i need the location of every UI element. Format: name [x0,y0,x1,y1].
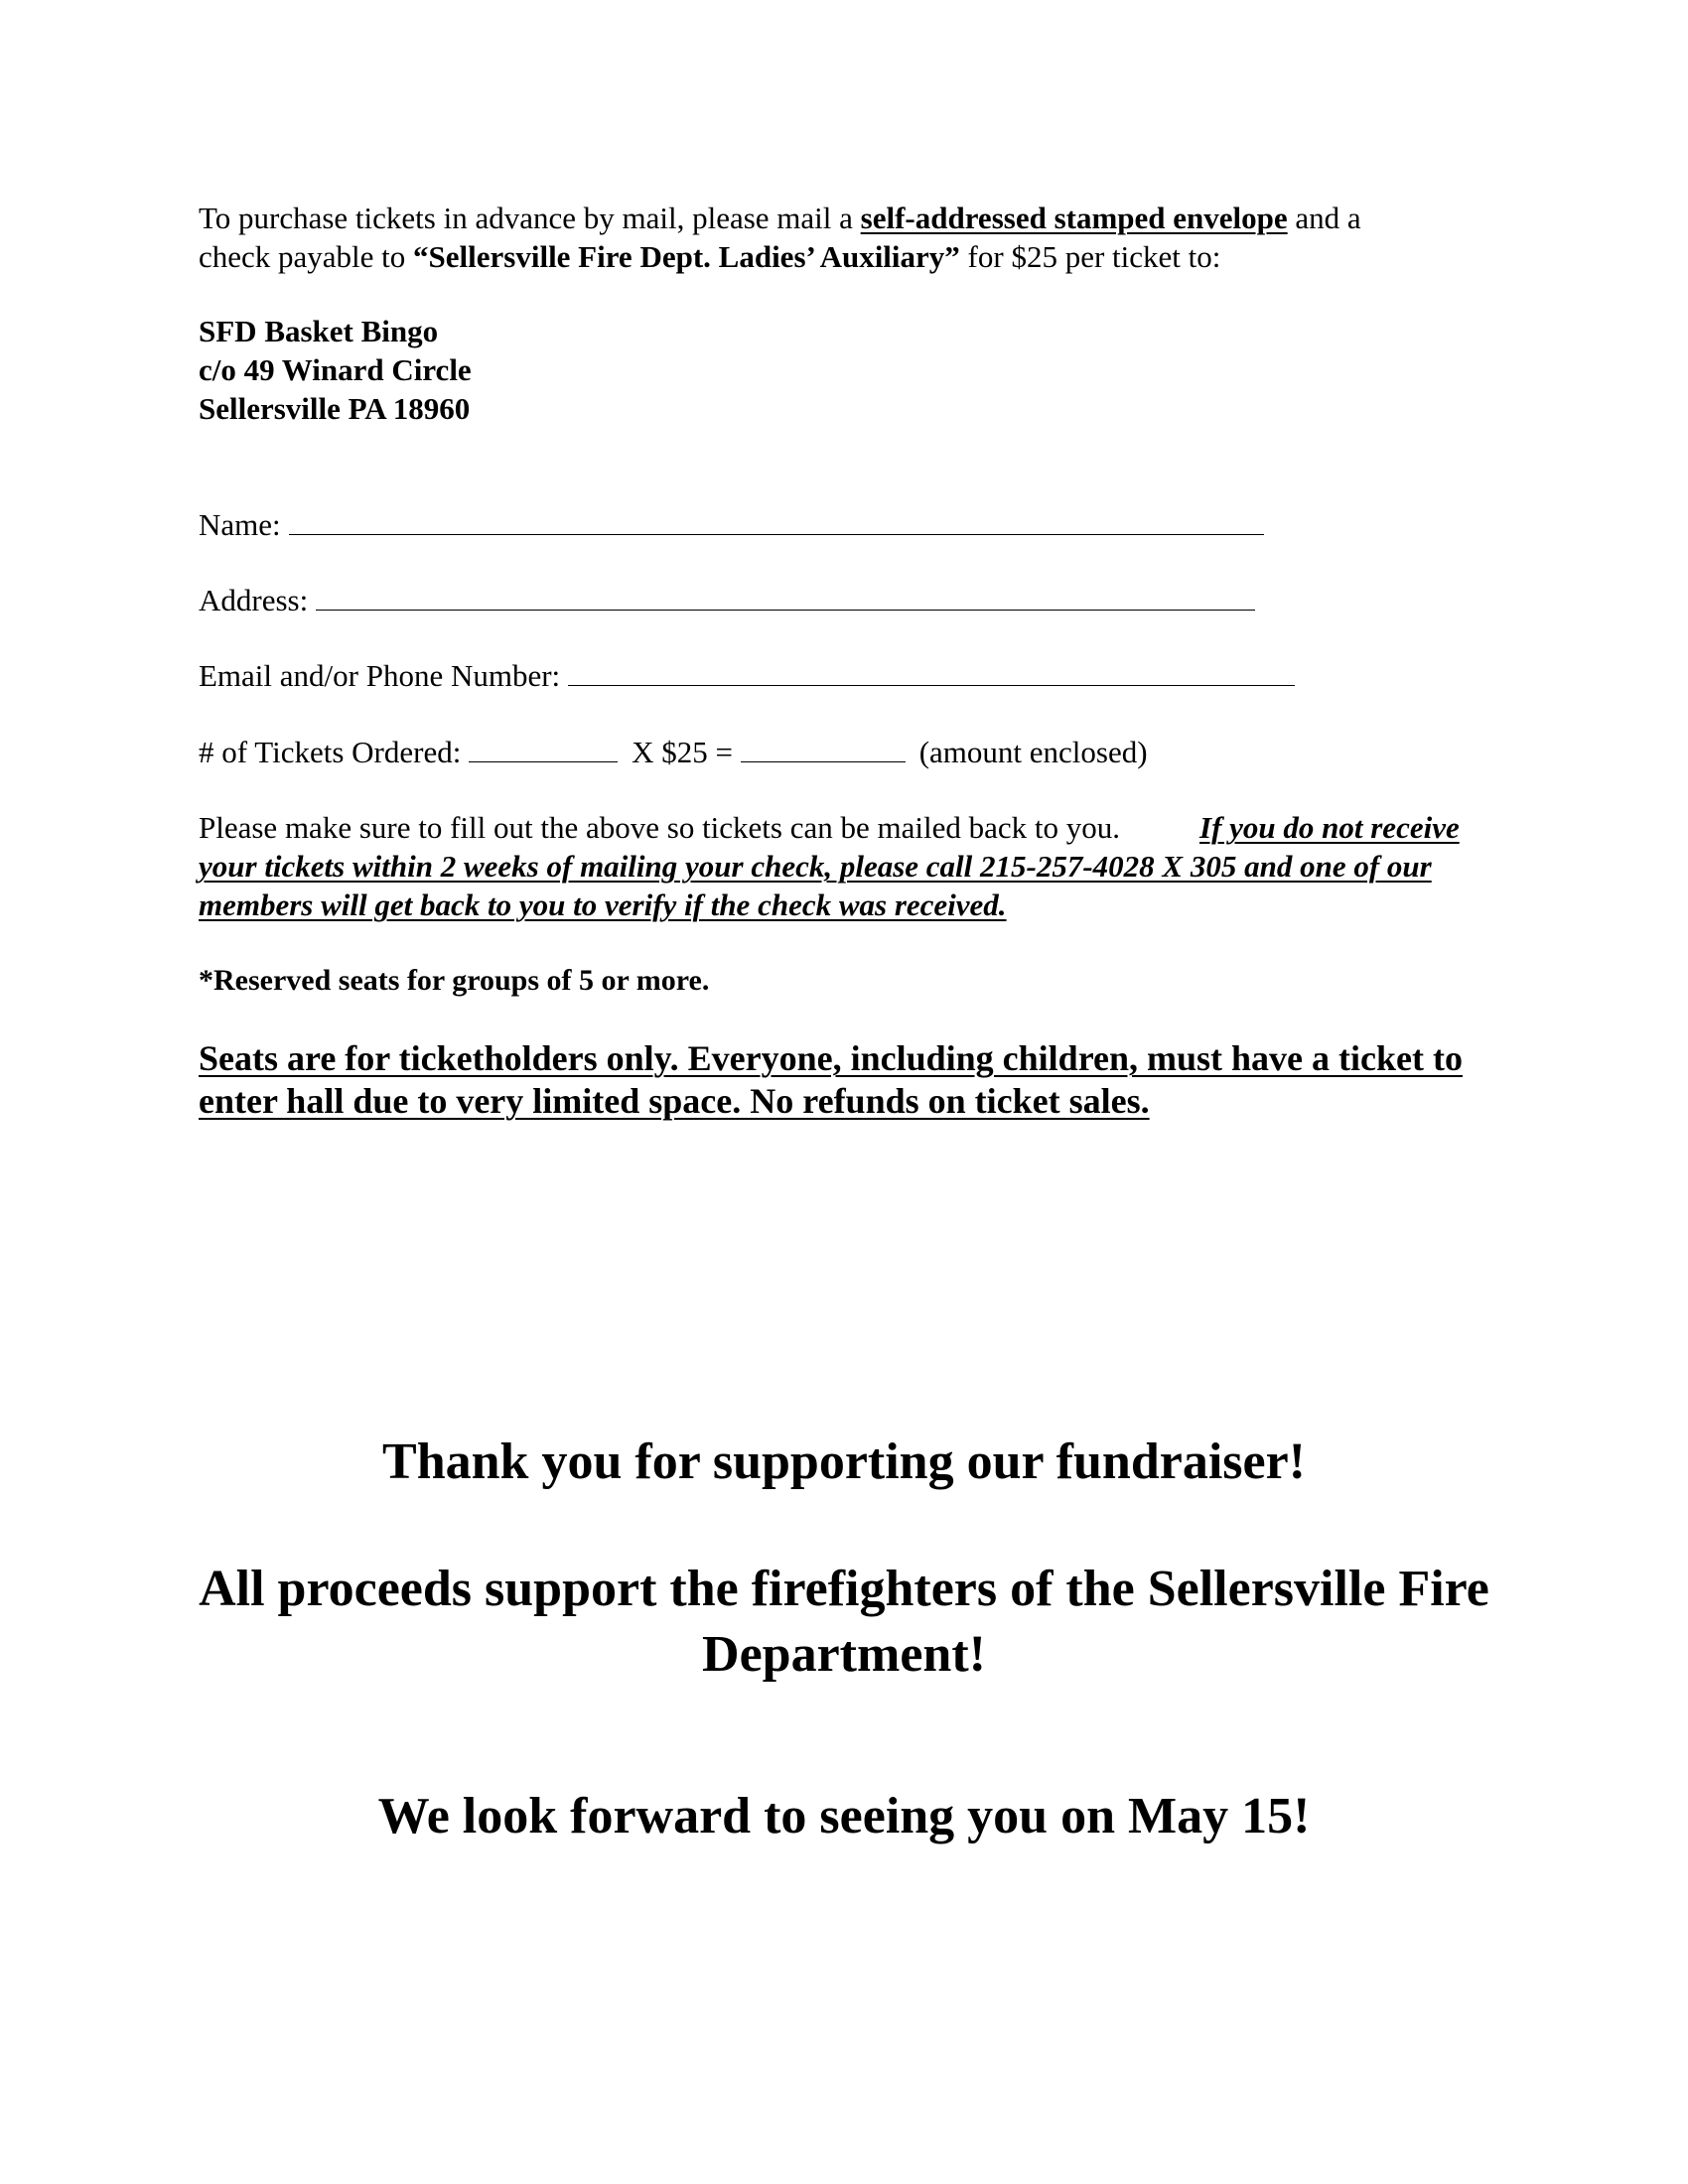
name-label: Name: [199,507,281,542]
instructions-text: Please make sure to fill out the above so tickets can be mailed back to you. [199,810,1121,845]
address-label: Address: [199,583,309,617]
price-multiplier: X $25 = [632,735,733,769]
contact-label: Email and/or Phone Number: [199,658,561,693]
thank-you-message: Thank you for supporting our fundraiser! [382,1433,1306,1490]
intro-check-text: check payable to [199,239,414,274]
address-line-2: c/o 49 Winard Circle [199,352,472,387]
tickets-label: # of Tickets Ordered: [199,735,462,769]
proceeds-message: All proceeds support the firefighters of the Sellersville Fire Department! [199,1561,1489,1683]
intro-line-1 [199,199,1361,237]
amount-field[interactable] [741,732,906,762]
address-row [199,580,1255,619]
intro-line-2 [199,237,1220,276]
name-row [199,504,1264,544]
payee-name: “Sellersville Fire Dept. Ladies’ Auxiliary” [413,239,960,274]
amount-note: (amount enclosed) [918,735,1148,769]
ticket-count-field[interactable] [469,732,618,762]
see-you-message: We look forward to seeing you on May 15! [377,1788,1311,1844]
contact-row [199,655,1295,695]
envelope-emphasis: self-addressed stamped envelope [860,201,1288,235]
intro-text-end: and a [1287,201,1361,235]
contact-field[interactable] [568,655,1295,686]
address-line-3: Sellersville PA 18960 [199,391,471,426]
intro-text: To purchase tickets in advance by mail, please mail a [199,201,861,235]
tickets-row [199,732,1148,771]
address-field[interactable] [316,580,1255,611]
ticket-policy-notice: Seats are for ticketholders only. Everyone, including children, must have a ticket to enter hall due to very limited space. No refunds on ticket sales. [199,1038,1463,1121]
intro-price-text: for $25 per ticket to: [959,239,1221,274]
name-field[interactable] [289,504,1264,535]
receipt-warning: If you do not receive your tickets within 2 weeks of mailing your check, please call 215-257-4028 X 305 and one of our members will get back to you to verify if the check was received. [199,810,1460,922]
reserved-seats-note: *Reserved seats for groups of 5 or more. [199,964,710,997]
address-line-1: SFD Basket Bingo [199,314,439,348]
